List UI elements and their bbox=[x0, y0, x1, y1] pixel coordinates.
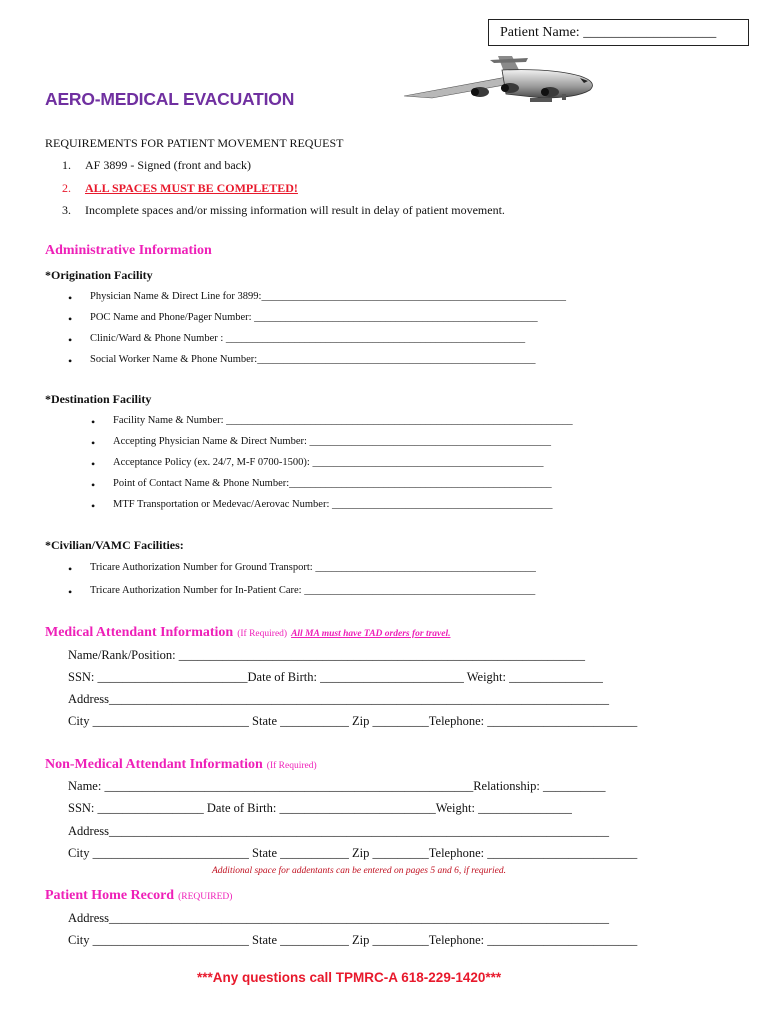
ma-name-field[interactable]: Name/Rank/Position: _________________________________________________________________ bbox=[68, 648, 586, 662]
bullet-icon: • bbox=[68, 333, 73, 347]
admin-heading: Administrative Information bbox=[45, 243, 212, 258]
bullet-icon: • bbox=[91, 499, 96, 513]
origination-field-poc[interactable]: • POC Name and Phone/Pager Number: ______________________________________________________ bbox=[68, 312, 538, 326]
medical-attendant-tad-note: All MA must have TAD orders for travel. bbox=[291, 629, 451, 639]
destination-field-physician[interactable]: • Accepting Physician Name & Direct Number: ______________________________________________ bbox=[91, 436, 552, 450]
nma-name-field[interactable]: Name: ___________________________________________________________Relationship: __________ bbox=[68, 779, 606, 793]
req-text-3: Incomplete spaces and/or missing information will result in delay of patient movement. bbox=[85, 203, 505, 217]
additional-space-note: Additional space for addentants can be entered on pages 5 and 6, if requried. bbox=[212, 866, 507, 876]
req-num-2: 2. bbox=[62, 181, 71, 195]
origination-label: *Origination Facility bbox=[45, 268, 153, 282]
req-text-2: ALL SPACES MUST BE COMPLETED! bbox=[85, 181, 298, 195]
non-medical-attendant-note: (If Required) bbox=[266, 761, 317, 771]
bullet-icon: • bbox=[91, 478, 96, 492]
home-city-field[interactable]: City _________________________ State ___________ Zip _________Telephone: ________________________ bbox=[68, 933, 638, 947]
medical-attendant-heading-row bbox=[45, 623, 450, 641]
req-num-1: 1. bbox=[62, 158, 71, 172]
questions-footer: ***Any questions call TPMRC-A 618-229-1420*** bbox=[197, 970, 502, 985]
non-medical-attendant-heading: Non-Medical Attendant Information bbox=[45, 757, 263, 772]
medical-attendant-note: (If Required) bbox=[237, 629, 288, 639]
bullet-icon: • bbox=[91, 415, 96, 429]
destination-field-facility[interactable]: • Facility Name & Number: __________________________________________________________________ bbox=[91, 415, 573, 429]
nma-ssn-field[interactable]: SSN: _________________ Date of Birth: _________________________Weight: _______________ bbox=[68, 801, 572, 815]
home-record-note: (REQUIRED) bbox=[178, 892, 233, 902]
origination-field-social-worker[interactable]: • Social Worker Name & Phone Number:_____________________________________________________ bbox=[68, 354, 536, 368]
requirements-heading: REQUIREMENTS FOR PATIENT MOVEMENT REQUEST bbox=[45, 136, 344, 150]
bullet-icon: • bbox=[68, 312, 73, 326]
non-medical-attendant-heading-row bbox=[45, 755, 317, 773]
home-record-heading-row bbox=[45, 886, 232, 904]
page-title: AERO-MEDICAL EVACUATION bbox=[45, 89, 295, 109]
destination-field-policy[interactable]: • Acceptance Policy (ex. 24/7, M-F 0700-1500): ____________________________________________ bbox=[91, 457, 544, 471]
medical-attendant-heading: Medical Attendant Information bbox=[45, 625, 234, 640]
home-address-field[interactable]: Address________________________________________________________________________________ bbox=[68, 911, 609, 925]
nma-address-field[interactable]: Address________________________________________________________________________________ bbox=[68, 824, 609, 838]
destination-label: *Destination Facility bbox=[45, 392, 152, 406]
destination-field-mtf[interactable]: • MTF Transportation or Medevac/Aerovac Number: __________________________________________ bbox=[91, 499, 553, 513]
ma-ssn-field[interactable]: SSN: ________________________Date of Birth: _______________________ Weight: _______________ bbox=[68, 670, 603, 684]
c17-aircraft-image bbox=[402, 54, 602, 114]
civilian-field-ground[interactable]: • Tricare Authorization Number for Ground Transport: __________________________________________ bbox=[68, 562, 536, 576]
bullet-icon: • bbox=[68, 354, 73, 368]
destination-field-poc[interactable]: • Point of Contact Name & Phone Number:__________________________________________________ bbox=[91, 478, 552, 492]
bullet-icon: • bbox=[68, 291, 73, 305]
civilian-label: *Civilian/VAMC Facilities: bbox=[45, 538, 184, 552]
nma-city-field[interactable]: City _________________________ State ___________ Zip _________Telephone: ________________________ bbox=[68, 846, 638, 860]
home-record-heading: Patient Home Record bbox=[45, 888, 175, 903]
civilian-field-inpatient[interactable]: • Tricare Authorization Number for In-Patient Care: ____________________________________________ bbox=[68, 585, 536, 599]
origination-field-physician[interactable]: • Physician Name & Direct Line for 3899:__________________________________________________________ bbox=[68, 291, 566, 305]
req-num-3: 3. bbox=[62, 203, 71, 217]
bullet-icon: • bbox=[91, 457, 96, 471]
bullet-icon: • bbox=[68, 562, 73, 576]
patient-name-field[interactable]: Patient Name: ___________________ bbox=[488, 19, 749, 46]
origination-field-clinic[interactable]: • Clinic/Ward & Phone Number : _________________________________________________________ bbox=[68, 333, 526, 347]
req-text-1: AF 3899 - Signed (front and back) bbox=[85, 158, 251, 172]
bullet-icon: • bbox=[68, 585, 73, 599]
ma-city-field[interactable]: City _________________________ State ___________ Zip _________Telephone: ________________________ bbox=[68, 714, 638, 728]
ma-address-field[interactable]: Address________________________________________________________________________________ bbox=[68, 692, 609, 706]
bullet-icon: • bbox=[91, 436, 96, 450]
